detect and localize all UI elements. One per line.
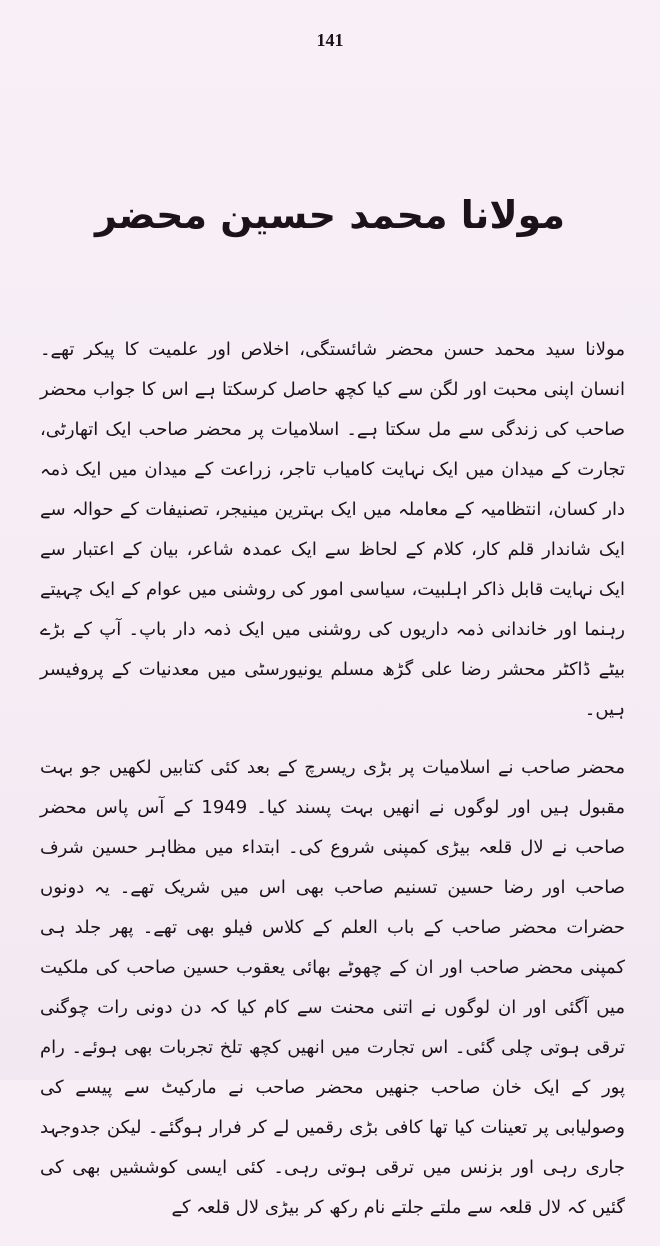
paragraph-1: مولانا سید محمد حسن محضر شائستگی، اخلاص اور علمیت کا پیکر تھے۔ انسان اپنی محبت اور لگن سے کیا کچھ حاصل کرسکتا ہے اس کا جواب محضر صاحب کی زندگی سے مل سکتا ہے۔ اسلامیات پر محضر صاحب ایک اتھارٹی، تجارت کے میدان میں ایک نہایت کامیاب تاجر، زراعت کے میدان میں ایک ذمہ دار کسان، انتظامیہ کے معاملہ میں ایک بہترین مینیجر، تصنیفات کے حوالہ سے ایک شاندار قلم کار، کلام کے لحاظ سے ایک عمدہ شاعر، بیان کے اعتبار سے ایک نہایت قابل ذاکر اہلبیت، سیاسی امور کی روشنی میں عوام کے ایک چہیتے رہنما اور خاندانی ذمہ داریوں کی روشنی میں ایک ذمہ دار باپ۔ آپ کے بڑے بیٹے ڈاکٹر محشر رضا علی گڑھ مسلم یونیورسٹی میں معدنیات کے پروفیسر ہیں۔ bbox=[40, 339, 625, 720]
paragraph-2: محضر صاحب نے اسلامیات پر بڑی ریسرچ کے بعد کئی کتابیں لکھیں جو بہت مقبول ہیں اور لوگوں نے انھیں بہت پسند کیا۔ 1949 کے آس پاس محضر صاحب نے لال قلعہ بیڑی کمپنی شروع کی۔ ابتداء میں مظاہر حسین شرف صاحب اور رضا حسین تسنیم صاحب بھی اس میں شریک تھے۔ یہ دونوں حضرات محضر صاحب کے باب العلم کے کلاس فیلو بھی تھے۔ پھر جلد ہی کمپنی محضر صاحب اور ان کے چھوٹے بھائی یعقوب حسین صاحب کی ملکیت میں آگئی اور ان لوگوں نے اتنی محنت سے کام کیا کہ دن دونی رات چوگنی ترقی ہوتی چلی گئی۔ اس تجارت میں انھیں کچھ تلخ تجربات بھی ہوئے۔ رام پور کے ایک خان صاحب جنھیں محضر صاحب نے مارکیٹ سے پیسے کی وصولیابی پر تعینات کیا تھا کافی بڑی رقمیں لے کر فرار ہوگئے۔ لیکن جدوجہد جاری رہی اور بزنس میں ترقی ہوتی رہی۔ کئی ایسی کوششیں بھی کی گئیں کہ لال قلعہ سے ملتے جلتے نام رکھ کر بیڑی لال قلعہ کے bbox=[40, 757, 626, 1218]
page-number: 141 bbox=[316, 30, 344, 50]
chapter-title: مولانا محمد حسین محضر bbox=[95, 193, 565, 237]
body-text bbox=[40, 330, 625, 1246]
